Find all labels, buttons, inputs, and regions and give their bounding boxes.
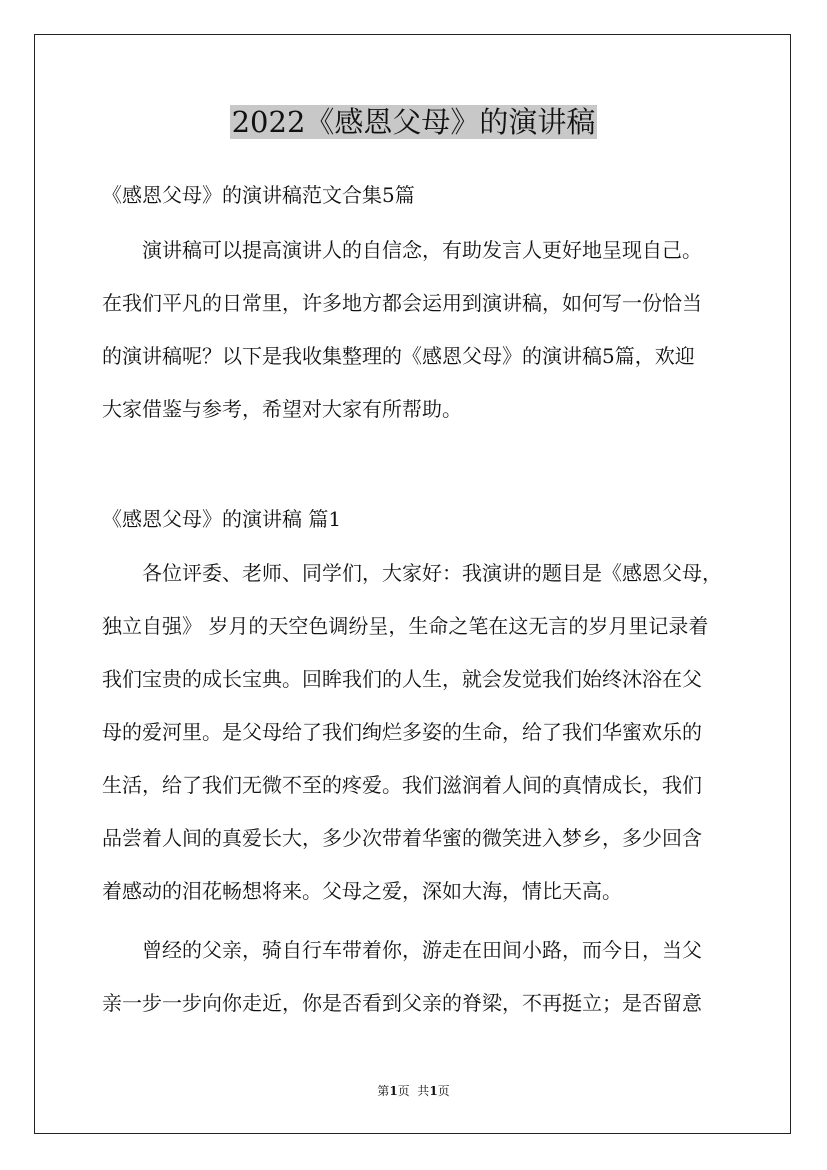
para1-line-1: 各位评委、老师、同学们，大家好：我演讲的题目是《感恩父母，	[142, 561, 722, 585]
footer-page-number: 1	[389, 1084, 398, 1098]
intro-line-1: 演讲稿可以提高演讲人的自信念，有助发言人更好地呈现自己。	[142, 238, 702, 262]
footer-suffix: 页	[437, 1084, 450, 1098]
page-footer	[0, 1083, 827, 1099]
footer-prefix: 第	[377, 1084, 390, 1098]
para1-line-5: 生活，给了我们无微不至的疼爱。我们滋润着人间的真情成长，我们	[102, 773, 702, 797]
para2-line-2: 亲一步一步向你走近，你是否看到父亲的脊梁，不再挺立；是否留意	[102, 991, 702, 1015]
para1-line-3: 我们宝贵的成长宝典。回眸我们的人生，就会发觉我们始终沐浴在父	[102, 667, 702, 691]
intro-line-3: 的演讲稿呢？以下是我收集整理的《感恩父母》的演讲稿5篇，欢迎	[102, 344, 695, 368]
document-subtitle: 《感恩父母》的演讲稿范文合集5篇	[102, 183, 415, 207]
section-heading: 《感恩父母》的演讲稿 篇1	[102, 507, 342, 531]
para1-line-6: 品尝着人间的真爱长大，多少次带着华蜜的微笑进入梦乡，多少回含	[102, 826, 702, 850]
footer-page-total: 1	[429, 1084, 438, 1098]
para2-line-1: 曾经的父亲，骑自行车带着你，游走在田间小路，而今日，当父	[142, 938, 702, 962]
para1-line-2: 独立自强》 岁月的天空色调纷呈，生命之笔在这无言的岁月里记录着	[102, 614, 709, 638]
intro-line-2: 在我们平凡的日常里，许多地方都会运用到演讲稿，如何写一份恰当	[102, 291, 702, 315]
para1-line-7: 着感动的泪花畅想将来。父母之爱，深如大海，情比天高。	[102, 879, 622, 903]
footer-mid: 页 共	[397, 1084, 430, 1098]
document-title: 2022《感恩父母》的演讲稿	[231, 105, 596, 139]
para1-line-4: 母的爱河里。是父母给了我们绚烂多姿的生命，给了我们华蜜欢乐的	[102, 720, 702, 744]
intro-line-4: 大家借鉴与参考，希望对大家有所帮助。	[102, 397, 462, 421]
